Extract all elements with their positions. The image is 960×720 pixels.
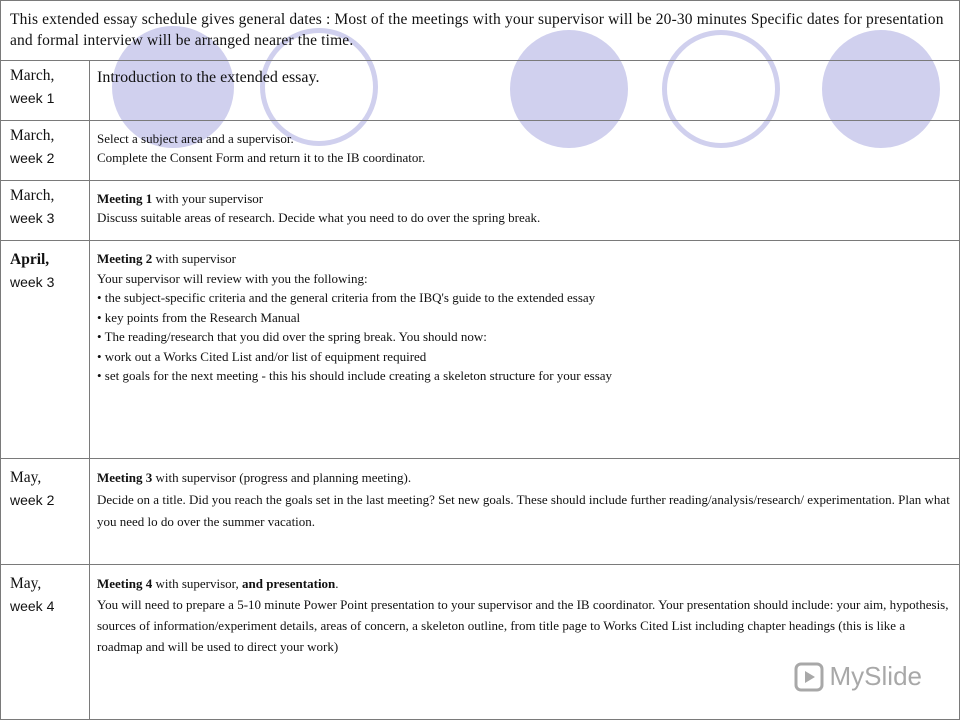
month-label: March, (10, 67, 55, 84)
meeting-heading-bold: and presentation (241, 576, 336, 591)
activity-cell (90, 565, 960, 720)
meeting-number: Meeting 4 (97, 576, 153, 591)
month-label: March, (10, 187, 55, 204)
date-cell (1, 121, 90, 181)
month-label: May, (10, 575, 42, 592)
activity-line: Discuss suitable areas of research. Decide what you need to do over the spring break. (97, 210, 541, 225)
week-label: week 1 (10, 90, 55, 106)
week-label: week 2 (10, 492, 55, 508)
week-label: week 3 (10, 274, 55, 290)
month-label: May, (10, 469, 42, 486)
week-label: week 3 (10, 210, 55, 226)
date-cell (1, 459, 90, 565)
table-row (1, 61, 960, 121)
meeting-number: Meeting 2 (97, 251, 153, 266)
bullet-item: • the subject-specific criteria and the general criteria from the IBQ's guide to the extended essay (97, 290, 596, 305)
meeting-heading (97, 573, 953, 594)
meeting-heading (97, 189, 959, 208)
table-row (1, 459, 960, 565)
table-row (1, 565, 960, 720)
meeting-number: Meeting 3 (97, 470, 153, 485)
activity-cell (90, 181, 960, 241)
activity-cell (90, 241, 960, 459)
bullet-item: • set goals for the next meeting - this his should include creating a skeleton structure for your essay (97, 368, 613, 383)
bullet-item: • The reading/research that you did over the spring break. You should now: (97, 329, 487, 344)
date-cell (1, 181, 90, 241)
activity-line: You will need to prepare a 5-10 minute Power Point presentation to your supervisor and the IB coordinator. Your presentation should include: your aim, hypothesis, sources of information/experiment details, areas of concern, a skeleton outline, from title page to Works Cited List including chapter headings (this is like a roadmap and will be used to direct your work) (97, 597, 949, 654)
week-label: week 4 (10, 598, 55, 614)
watermark (794, 661, 922, 692)
activity-line: Decide on a title. Did you reach the goals set in the last meeting? Set new goals. These should include further reading/analysis/research/ experimentation. Plan what you need lo do over the summer vacation. (97, 492, 950, 529)
activity-cell (90, 61, 960, 121)
meeting-number: Meeting 1 (97, 191, 153, 206)
activity-cell (90, 121, 960, 181)
meeting-heading-rest: with supervisor (progress and planning meeting). (152, 470, 412, 485)
date-cell (1, 61, 90, 121)
table-row (1, 181, 960, 241)
activity-line: Select a subject area and a supervisor. (97, 131, 294, 146)
activity-line: Your supervisor will review with you the following: (97, 270, 368, 286)
date-cell (1, 241, 90, 459)
watermark-text: MySlide (829, 661, 922, 691)
table-row (1, 241, 960, 459)
month-label: April, (10, 251, 50, 268)
month-label: March, (10, 127, 55, 144)
meeting-heading-rest: with your supervisor (152, 191, 264, 206)
slide-logo-icon (794, 662, 824, 692)
activity-cell (90, 459, 960, 565)
date-cell (1, 565, 90, 720)
meeting-heading-rest: with supervisor, (152, 576, 242, 591)
activity-line: Introduction to the extended essay. (97, 69, 320, 86)
bullet-item: • key points from the Research Manual (97, 309, 301, 325)
table-row (1, 121, 960, 181)
week-label: week 2 (10, 150, 55, 166)
meeting-heading-rest: with supervisor (152, 251, 237, 266)
intro-text: This extended essay schedule gives general dates : Most of the meetings with your supervisor will be 20-30 minutes Specific dates for presentation and formal interview will be arranged nearer the time. (1, 1, 960, 61)
meeting-heading-end: . (335, 576, 339, 591)
activity-line: Complete the Consent Form and return it to the IB coordinator. (97, 150, 426, 165)
meeting-heading (97, 249, 959, 269)
meeting-heading (97, 467, 953, 489)
bullet-item: • work out a Works Cited List and/or list of equipment required (97, 348, 427, 364)
